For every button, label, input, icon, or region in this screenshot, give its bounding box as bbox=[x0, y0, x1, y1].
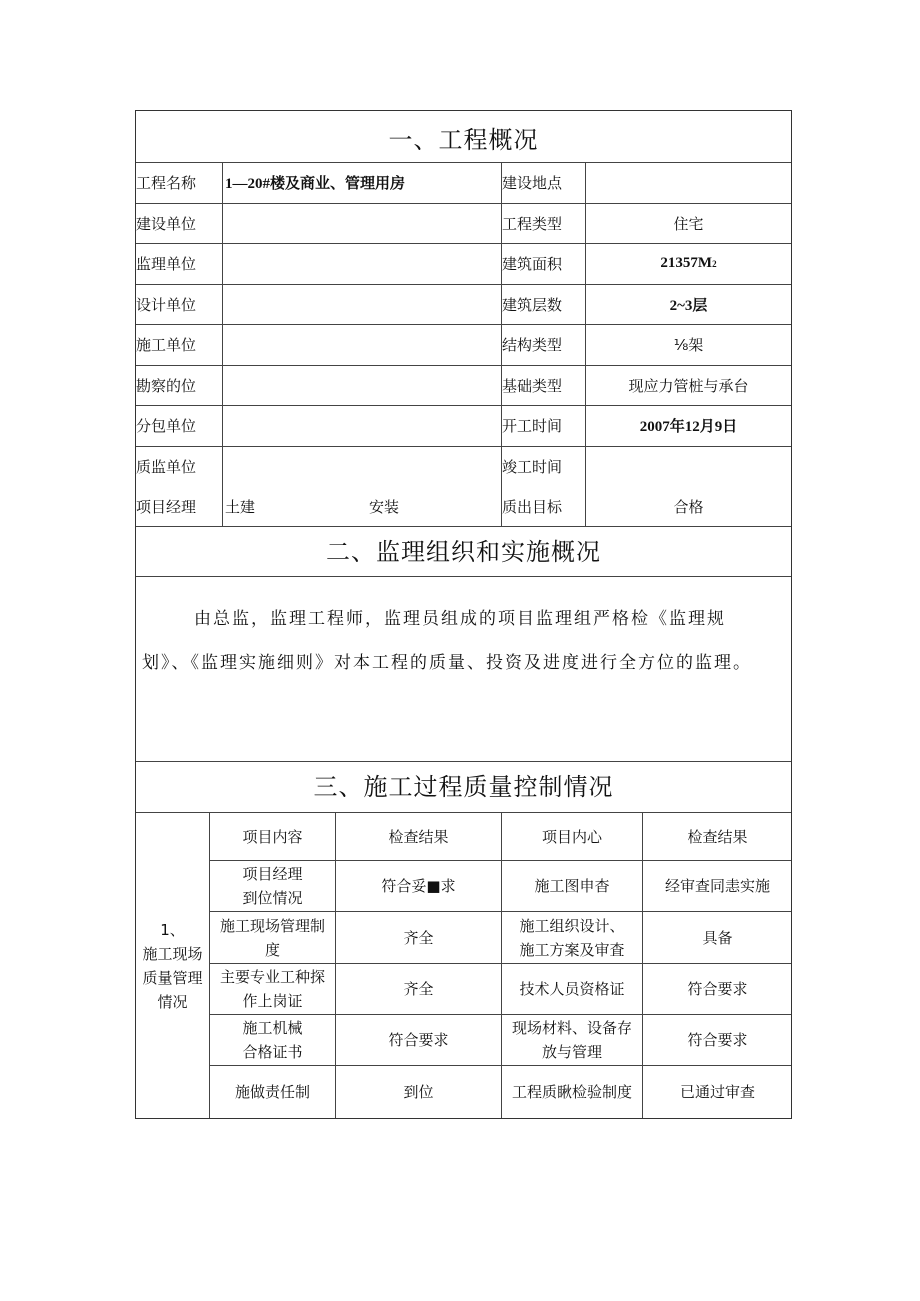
field-label-2: 竣工时间 bbox=[501, 447, 585, 488]
quality-cell: 齐全 bbox=[335, 912, 501, 963]
overview-row bbox=[136, 244, 791, 285]
field-value bbox=[222, 325, 501, 365]
quality-row bbox=[210, 912, 791, 964]
quality-cell: 施做责任制 bbox=[234, 1083, 310, 1101]
quality-cell: 经审查同恚实施 bbox=[642, 861, 792, 911]
quality-cell: 具备 bbox=[642, 912, 792, 963]
field-value-2-text: ⅛架 bbox=[673, 336, 704, 355]
quality-control-block bbox=[136, 813, 791, 1118]
quality-cell: 已通过审查 bbox=[642, 1066, 792, 1118]
overview-row bbox=[136, 163, 791, 204]
field-value-2 bbox=[585, 204, 791, 244]
quality-grid bbox=[209, 813, 791, 1118]
field-value-2 bbox=[585, 325, 791, 365]
quality-header-cell: 项目内容 bbox=[242, 827, 303, 846]
quality-cell: 到位 bbox=[335, 1066, 501, 1118]
quality-cell: 现场材料、设备存 放与管理 bbox=[501, 1015, 642, 1065]
field-value bbox=[222, 244, 501, 284]
field-value-2 bbox=[585, 447, 791, 488]
field-label-2: 建筑面积 bbox=[501, 244, 585, 284]
field-label: 质监单位 bbox=[136, 458, 197, 477]
quality-cell: 符合要求 bbox=[335, 1015, 501, 1065]
section-title-text: 二、监理组织和实施概况 bbox=[326, 538, 601, 566]
field-label: 设计单位 bbox=[136, 295, 197, 314]
quality-row bbox=[210, 1015, 791, 1066]
field-label-2: 开工时间 bbox=[501, 406, 585, 446]
field-value-2 bbox=[585, 406, 791, 446]
quality-cell: 施工机械 合格证书 bbox=[242, 1019, 303, 1061]
quality-row bbox=[210, 1066, 791, 1118]
section-title-supervision bbox=[136, 527, 791, 577]
manager-label: 项目经理 bbox=[136, 498, 197, 516]
quality-row bbox=[210, 964, 791, 1015]
overview-row bbox=[136, 204, 791, 245]
quality-cell: 施工组织设计、 施工方案及审査 bbox=[501, 912, 642, 963]
supervision-paragraph bbox=[136, 577, 791, 762]
quality-target-label: 质出目标 bbox=[501, 487, 585, 526]
field-value-2 bbox=[585, 244, 791, 284]
field-value bbox=[222, 447, 501, 488]
field-label-2: 建设地点 bbox=[501, 163, 585, 203]
field-value bbox=[222, 366, 501, 406]
group-label-text: 1、 施工现场 质量管理 情况 bbox=[142, 920, 203, 1011]
quality-header-cell: 检查结果 bbox=[642, 813, 792, 860]
section-title-overview bbox=[136, 111, 791, 163]
manager-civil-cell bbox=[222, 487, 501, 526]
section-title-text: 三、施工过程质量控制情况 bbox=[313, 773, 614, 801]
quality-group-label bbox=[136, 813, 209, 1118]
superscript: 2 bbox=[712, 258, 717, 269]
field-value-2-text: 2007年12月9日 bbox=[639, 419, 738, 436]
field-label: 勘察的位 bbox=[136, 376, 197, 395]
field-label: 建设单位 bbox=[136, 214, 197, 233]
report-table bbox=[135, 110, 792, 1119]
field-value bbox=[222, 406, 501, 446]
quality-target-value: 合格 bbox=[585, 487, 791, 526]
overview-row bbox=[136, 285, 791, 326]
civil-label: 土建 bbox=[225, 498, 256, 516]
field-label-2: 结构类型 bbox=[501, 325, 585, 365]
field-value-2-text: 21357M bbox=[660, 255, 713, 272]
field-value-2-text: 现应力管桩与承台 bbox=[628, 376, 749, 395]
overview-row bbox=[136, 366, 791, 407]
field-label-2: 建筑层数 bbox=[501, 285, 585, 325]
field-label: 施工单位 bbox=[136, 336, 197, 355]
section-title-text: 一、工程概况 bbox=[388, 126, 539, 154]
section-title-quality bbox=[136, 762, 791, 813]
quality-cell: 工程质瞅检验制度 bbox=[501, 1066, 642, 1118]
quality-header-cell: 项目内心 bbox=[501, 813, 642, 860]
field-label: 分包单位 bbox=[136, 417, 197, 436]
quality-cell: 符合妥■求 bbox=[335, 861, 501, 911]
quality-cell: 施工图申杳 bbox=[501, 861, 642, 911]
field-label-2: 工程类型 bbox=[501, 204, 585, 244]
field-label: 监理单位 bbox=[136, 255, 197, 274]
overview-row bbox=[136, 325, 791, 366]
project-manager-row bbox=[136, 487, 791, 527]
field-value-2 bbox=[585, 285, 791, 325]
field-value: 1—20#楼及商业、管理用房 bbox=[222, 163, 501, 203]
quality-row bbox=[210, 861, 791, 912]
quality-header-cell: 检查结果 bbox=[335, 813, 501, 860]
overview-row bbox=[136, 406, 791, 447]
quality-cell: 符合要求 bbox=[642, 1015, 792, 1065]
quality-cell: 技术人员资格证 bbox=[501, 964, 642, 1014]
quality-cell: 齐全 bbox=[335, 964, 501, 1014]
field-value-2 bbox=[585, 163, 791, 203]
field-value-2-text: 2~3层 bbox=[669, 297, 708, 314]
quality-cell: 施工现场管理制 度 bbox=[219, 916, 325, 959]
supervision-text: 由总监，监理工程师，监理员组成的项目监理组严格检《监理规划》、《监理实施细则》对本工程的质量、投资及进度进行全方位的监理。 bbox=[142, 609, 752, 673]
quality-cell: 主要专业工种探 作上岗证 bbox=[219, 968, 325, 1010]
quality-cell: 符合要求 bbox=[642, 964, 792, 1014]
field-value-2-text: 住宅 bbox=[673, 214, 704, 233]
quality-header-row bbox=[210, 813, 791, 861]
field-value-2 bbox=[585, 366, 791, 406]
field-label: 工程名称 bbox=[136, 174, 197, 193]
overview-row bbox=[136, 447, 791, 488]
quality-cell: 项目经理 到位情况 bbox=[242, 865, 303, 907]
field-label-2: 基础类型 bbox=[501, 366, 585, 406]
install-label: 安装 bbox=[369, 498, 400, 516]
field-value bbox=[222, 285, 501, 325]
field-value bbox=[222, 204, 501, 244]
